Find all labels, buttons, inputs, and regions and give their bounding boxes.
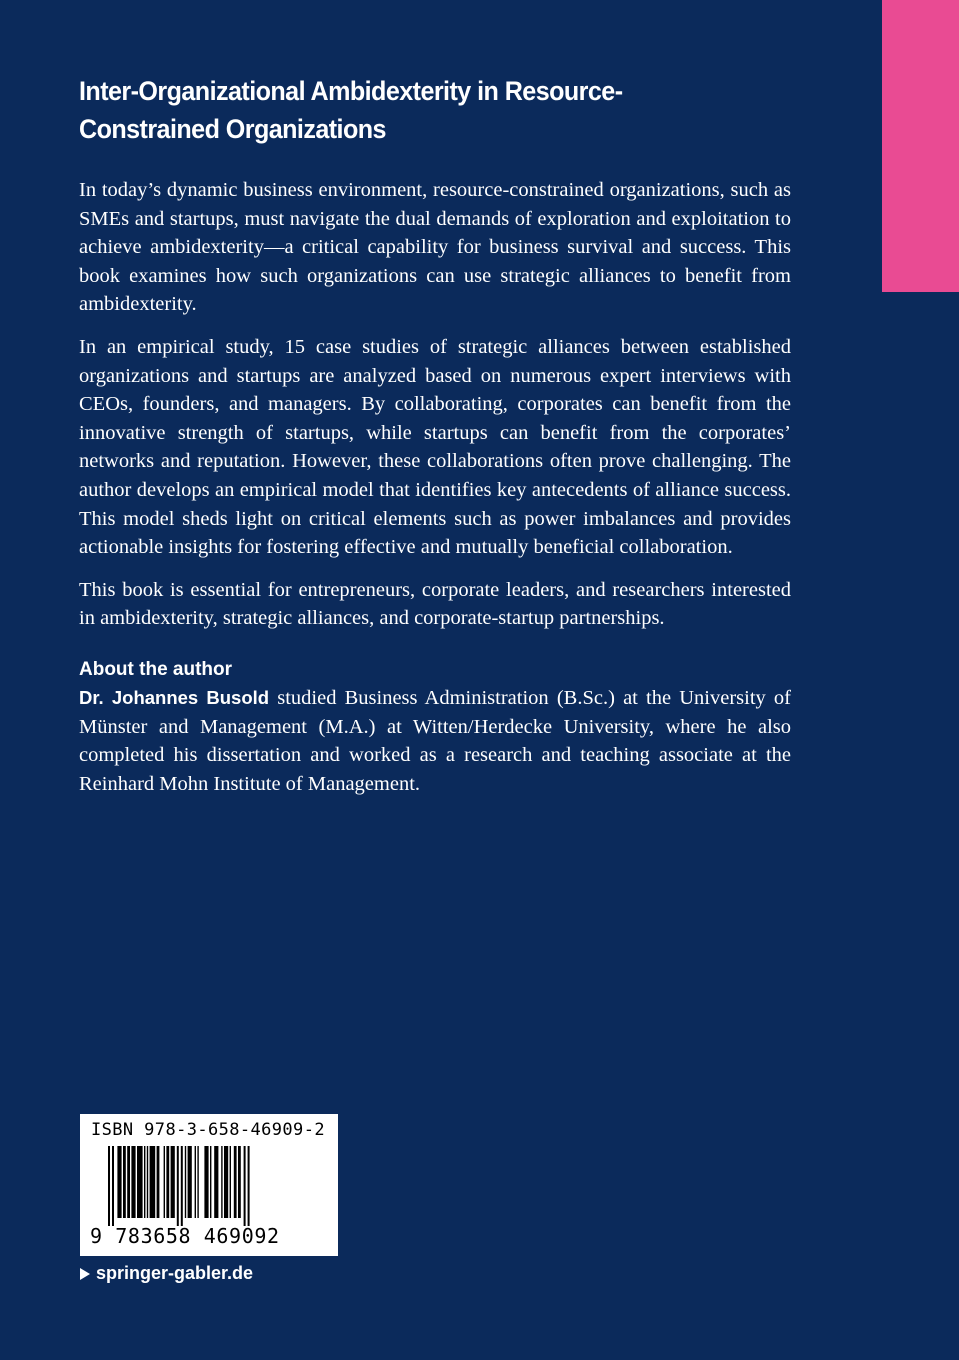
barcode-bar — [157, 1146, 160, 1218]
blurb-paragraph-1: In today’s dynamic business environment, resource-constrained organizations, such as SMEs and startups, must navigate the dual demands of exploration and exploitation to achieve ambidexterity—a critical capability for business survival and success. This book examines how such organizations can use strategic alliances to benefit from ambidexterity. — [79, 179, 791, 316]
book-title: Inter-Organizational Ambidexterity in Resource-Constrained Organizations — [79, 76, 623, 144]
author-name: Dr. Johannes Busold — [79, 686, 270, 708]
isbn-label: ISBN 978-3-658-46909-2 — [91, 1120, 325, 1140]
barcode-bar — [210, 1146, 211, 1218]
color-tab — [882, 0, 959, 292]
barcode-bar — [137, 1146, 143, 1218]
barcode-bar — [150, 1146, 156, 1218]
barcode-bar — [238, 1146, 241, 1218]
barcode-bar — [181, 1146, 183, 1226]
barcode-bar — [195, 1146, 196, 1218]
about-author-heading: About the author — [79, 658, 233, 680]
blurb — [79, 176, 791, 812]
barcode-bar — [144, 1146, 145, 1218]
barcode-bar — [166, 1146, 169, 1218]
barcode-bar — [214, 1146, 218, 1218]
barcode-bar — [221, 1146, 222, 1218]
barcode-bar — [164, 1146, 165, 1218]
barcode-bar — [123, 1146, 126, 1218]
barcode-bar — [197, 1146, 198, 1218]
barcode-bar — [171, 1146, 175, 1218]
blurb-paragraph-3: This book is essential for entrepreneurs, corporate leaders, and researchers interested in ambidexterity, strategic alliances, and corporate-startup partnerships. — [79, 578, 791, 630]
blurb-paragraph-2: In an empirical study, 15 case studies of strategic alliances between established organizations and startups are analyzed based on numerous expert interviews with CEOs, founders, and managers. By collaborating, corporates can benefit from the innovative strength of startups, while startups can benefit from the corporates’ networks and reputation. However, these collaborations often prove challenging. The author develops an empirical model that identifies key antecedents of alliance success. This model sheds light on critical elements such as power imbalances and provides actionable insights for fostering effective and mutually beneficial collaboration. — [79, 335, 791, 559]
barcode-bar — [112, 1146, 114, 1226]
barcode-bar — [185, 1146, 186, 1218]
publisher-link — [80, 1261, 253, 1285]
author-bio-text: studied Business Administration (B.Sc.) at the University of Münster and Management (M.A.) at Witten/Herdecke University, where he also completed his dissertation and worked as a research and teaching associate at the Reinhard Mohn Institute of Management. — [79, 686, 791, 795]
barcode-bar — [230, 1146, 231, 1218]
barcode-bar — [177, 1146, 179, 1226]
barcode-bars — [108, 1146, 312, 1226]
barcode-bar — [204, 1146, 208, 1218]
barcode-digits: 9 783658 469092 — [90, 1224, 280, 1248]
barcode-bar — [234, 1146, 237, 1218]
barcode-bar — [248, 1146, 250, 1226]
barcode-bar — [188, 1146, 192, 1218]
barcode-bar — [117, 1146, 121, 1218]
barcode-bar — [131, 1146, 135, 1218]
triangle-arrow-icon — [80, 1268, 90, 1280]
barcode-bar — [147, 1146, 148, 1218]
barcode-bar — [224, 1146, 228, 1218]
isbn-barcode — [80, 1114, 338, 1256]
barcode-bar — [108, 1146, 110, 1226]
barcode-bar — [244, 1146, 246, 1226]
barcode-bar — [127, 1146, 130, 1218]
publisher-url: springer-gabler.de — [96, 1263, 254, 1283]
author-bio — [79, 684, 791, 798]
